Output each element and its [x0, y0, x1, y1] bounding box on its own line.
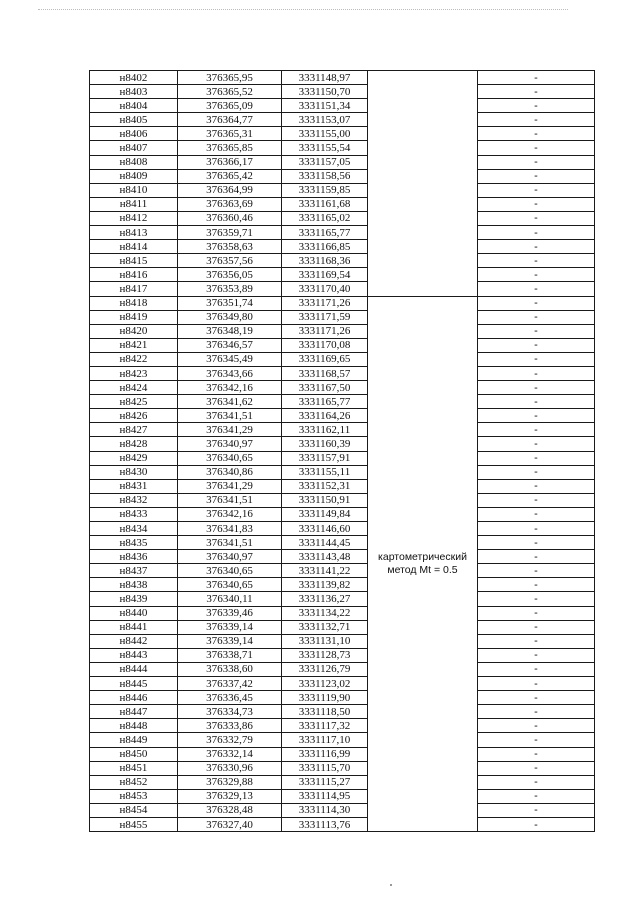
x-coordinate-cell: 376339,14: [178, 634, 282, 648]
point-id-cell: н8447: [90, 705, 178, 719]
table-row: [90, 381, 595, 395]
table-row: [90, 423, 595, 437]
point-id-cell: н8433: [90, 507, 178, 521]
method-cell: картометрический метод Mt = 0.5: [368, 296, 478, 832]
accuracy-cell: -: [478, 437, 595, 451]
x-coordinate-cell: 376339,14: [178, 620, 282, 634]
accuracy-cell: -: [478, 183, 595, 197]
table-row: [90, 254, 595, 268]
accuracy-cell: -: [478, 381, 595, 395]
x-coordinate-cell: 376338,71: [178, 648, 282, 662]
table-row: [90, 183, 595, 197]
accuracy-cell: -: [478, 522, 595, 536]
accuracy-cell: -: [478, 451, 595, 465]
accuracy-cell: -: [478, 493, 595, 507]
y-coordinate-cell: 3331166,85: [282, 240, 368, 254]
y-coordinate-cell: 3331168,36: [282, 254, 368, 268]
x-coordinate-cell: 376365,85: [178, 141, 282, 155]
table-row: [90, 522, 595, 536]
x-coordinate-cell: 376334,73: [178, 705, 282, 719]
y-coordinate-cell: 3331158,56: [282, 169, 368, 183]
accuracy-cell: -: [478, 507, 595, 521]
accuracy-cell: -: [478, 113, 595, 127]
y-coordinate-cell: 3331155,54: [282, 141, 368, 155]
x-coordinate-cell: 376353,89: [178, 282, 282, 296]
x-coordinate-cell: 376329,13: [178, 789, 282, 803]
y-coordinate-cell: 3331148,97: [282, 71, 368, 85]
point-id-cell: н8443: [90, 648, 178, 662]
y-coordinate-cell: 3331155,11: [282, 465, 368, 479]
table-row: [90, 789, 595, 803]
table-row: [90, 648, 595, 662]
coordinates-table: [89, 70, 595, 832]
x-coordinate-cell: 376332,14: [178, 747, 282, 761]
accuracy-cell: -: [478, 85, 595, 99]
table-row: [90, 775, 595, 789]
point-id-cell: н8416: [90, 268, 178, 282]
y-coordinate-cell: 3331167,50: [282, 381, 368, 395]
accuracy-cell: -: [478, 155, 595, 169]
x-coordinate-cell: 376339,46: [178, 606, 282, 620]
accuracy-cell: -: [478, 465, 595, 479]
accuracy-cell: -: [478, 99, 595, 113]
table-row: [90, 141, 595, 155]
point-id-cell: н8421: [90, 338, 178, 352]
x-coordinate-cell: 376340,65: [178, 451, 282, 465]
accuracy-cell: -: [478, 662, 595, 676]
accuracy-cell: -: [478, 240, 595, 254]
x-coordinate-cell: 376351,74: [178, 296, 282, 310]
accuracy-cell: -: [478, 789, 595, 803]
accuracy-cell: -: [478, 197, 595, 211]
x-coordinate-cell: 376364,77: [178, 113, 282, 127]
x-coordinate-cell: 376337,42: [178, 677, 282, 691]
x-coordinate-cell: 376330,96: [178, 761, 282, 775]
accuracy-cell: -: [478, 310, 595, 324]
point-id-cell: н8427: [90, 423, 178, 437]
point-id-cell: н8448: [90, 719, 178, 733]
point-id-cell: н8411: [90, 197, 178, 211]
x-coordinate-cell: 376360,46: [178, 211, 282, 225]
accuracy-cell: -: [478, 423, 595, 437]
accuracy-cell: -: [478, 296, 595, 310]
accuracy-cell: -: [478, 324, 595, 338]
accuracy-cell: -: [478, 141, 595, 155]
accuracy-cell: -: [478, 338, 595, 352]
point-id-cell: н8412: [90, 211, 178, 225]
y-coordinate-cell: 3331123,02: [282, 677, 368, 691]
table-row: [90, 85, 595, 99]
accuracy-cell: -: [478, 226, 595, 240]
table-row: [90, 268, 595, 282]
accuracy-cell: -: [478, 366, 595, 380]
point-id-cell: н8445: [90, 677, 178, 691]
x-coordinate-cell: 376358,63: [178, 240, 282, 254]
point-id-cell: н8444: [90, 662, 178, 676]
point-id-cell: н8422: [90, 352, 178, 366]
y-coordinate-cell: 3331134,22: [282, 606, 368, 620]
table-row: [90, 282, 595, 296]
table-row: [90, 564, 595, 578]
accuracy-cell: -: [478, 592, 595, 606]
x-coordinate-cell: 376341,51: [178, 409, 282, 423]
x-coordinate-cell: 376365,95: [178, 71, 282, 85]
accuracy-cell: -: [478, 564, 595, 578]
table-row: [90, 338, 595, 352]
point-id-cell: н8410: [90, 183, 178, 197]
table-row: [90, 606, 595, 620]
table-row: [90, 395, 595, 409]
x-coordinate-cell: 376340,97: [178, 550, 282, 564]
x-coordinate-cell: 376336,45: [178, 691, 282, 705]
x-coordinate-cell: 376332,79: [178, 733, 282, 747]
accuracy-cell: -: [478, 648, 595, 662]
accuracy-cell: -: [478, 578, 595, 592]
point-id-cell: н8435: [90, 536, 178, 550]
table-row: [90, 705, 595, 719]
y-coordinate-cell: 3331169,54: [282, 268, 368, 282]
point-id-cell: н8451: [90, 761, 178, 775]
y-coordinate-cell: 3331165,77: [282, 226, 368, 240]
scan-speck: [390, 884, 392, 886]
table-row: [90, 634, 595, 648]
point-id-cell: н8424: [90, 381, 178, 395]
accuracy-cell: -: [478, 395, 595, 409]
table-row: [90, 578, 595, 592]
x-coordinate-cell: 376364,99: [178, 183, 282, 197]
accuracy-cell: -: [478, 169, 595, 183]
y-coordinate-cell: 3331165,02: [282, 211, 368, 225]
y-coordinate-cell: 3331114,30: [282, 803, 368, 817]
table-row: [90, 366, 595, 380]
y-coordinate-cell: 3331149,84: [282, 507, 368, 521]
table-row: [90, 409, 595, 423]
table-row: [90, 310, 595, 324]
y-coordinate-cell: 3331146,60: [282, 522, 368, 536]
point-id-cell: н8403: [90, 85, 178, 99]
table-row: [90, 479, 595, 493]
point-id-cell: н8449: [90, 733, 178, 747]
table-row: [90, 691, 595, 705]
x-coordinate-cell: 376340,65: [178, 578, 282, 592]
y-coordinate-cell: 3331171,26: [282, 324, 368, 338]
table-row: [90, 324, 595, 338]
accuracy-cell: -: [478, 620, 595, 634]
method-cell-empty: [368, 71, 478, 297]
accuracy-cell: -: [478, 761, 595, 775]
x-coordinate-cell: 376341,29: [178, 479, 282, 493]
y-coordinate-cell: 3331117,10: [282, 733, 368, 747]
y-coordinate-cell: 3331144,45: [282, 536, 368, 550]
point-id-cell: н8414: [90, 240, 178, 254]
table-row: [90, 817, 595, 831]
y-coordinate-cell: 3331170,08: [282, 338, 368, 352]
table-row: [90, 71, 595, 85]
table-row: [90, 493, 595, 507]
table-row: [90, 197, 595, 211]
table-row: [90, 747, 595, 761]
x-coordinate-cell: 376333,86: [178, 719, 282, 733]
point-id-cell: н8419: [90, 310, 178, 324]
x-coordinate-cell: 376343,66: [178, 366, 282, 380]
point-id-cell: н8417: [90, 282, 178, 296]
table-row: [90, 352, 595, 366]
y-coordinate-cell: 3331161,68: [282, 197, 368, 211]
accuracy-cell: -: [478, 479, 595, 493]
table-row: [90, 296, 595, 310]
point-id-cell: н8418: [90, 296, 178, 310]
accuracy-cell: -: [478, 705, 595, 719]
y-coordinate-cell: 3331132,71: [282, 620, 368, 634]
y-coordinate-cell: 3331143,48: [282, 550, 368, 564]
point-id-cell: н8434: [90, 522, 178, 536]
point-id-cell: н8439: [90, 592, 178, 606]
y-coordinate-cell: 3331150,70: [282, 85, 368, 99]
accuracy-cell: -: [478, 536, 595, 550]
x-coordinate-cell: 376365,42: [178, 169, 282, 183]
table-row: [90, 437, 595, 451]
point-id-cell: н8413: [90, 226, 178, 240]
x-coordinate-cell: 376342,16: [178, 507, 282, 521]
y-coordinate-cell: 3331171,59: [282, 310, 368, 324]
accuracy-cell: -: [478, 268, 595, 282]
x-coordinate-cell: 376346,57: [178, 338, 282, 352]
point-id-cell: н8409: [90, 169, 178, 183]
y-coordinate-cell: 3331169,65: [282, 352, 368, 366]
x-coordinate-cell: 376327,40: [178, 817, 282, 831]
accuracy-cell: -: [478, 211, 595, 225]
table-row: [90, 465, 595, 479]
point-id-cell: н8452: [90, 775, 178, 789]
y-coordinate-cell: 3331115,70: [282, 761, 368, 775]
point-id-cell: н8405: [90, 113, 178, 127]
y-coordinate-cell: 3331118,50: [282, 705, 368, 719]
y-coordinate-cell: 3331159,85: [282, 183, 368, 197]
table-row: [90, 662, 595, 676]
point-id-cell: н8420: [90, 324, 178, 338]
table-row: [90, 226, 595, 240]
point-id-cell: н8402: [90, 71, 178, 85]
table-row: [90, 761, 595, 775]
x-coordinate-cell: 376348,19: [178, 324, 282, 338]
point-id-cell: н8455: [90, 817, 178, 831]
x-coordinate-cell: 376365,52: [178, 85, 282, 99]
x-coordinate-cell: 376340,86: [178, 465, 282, 479]
y-coordinate-cell: 3331139,82: [282, 578, 368, 592]
table-row: [90, 169, 595, 183]
y-coordinate-cell: 3331153,07: [282, 113, 368, 127]
y-coordinate-cell: 3331162,11: [282, 423, 368, 437]
point-id-cell: н8442: [90, 634, 178, 648]
y-coordinate-cell: 3331136,27: [282, 592, 368, 606]
table-row: [90, 155, 595, 169]
table-row: [90, 113, 595, 127]
accuracy-cell: -: [478, 691, 595, 705]
y-coordinate-cell: 3331116,99: [282, 747, 368, 761]
x-coordinate-cell: 376345,49: [178, 352, 282, 366]
table-row: [90, 719, 595, 733]
table-row: [90, 592, 595, 606]
accuracy-cell: -: [478, 409, 595, 423]
point-id-cell: н8425: [90, 395, 178, 409]
y-coordinate-cell: 3331126,79: [282, 662, 368, 676]
point-id-cell: н8423: [90, 366, 178, 380]
y-coordinate-cell: 3331119,90: [282, 691, 368, 705]
y-coordinate-cell: 3331113,76: [282, 817, 368, 831]
y-coordinate-cell: 3331160,39: [282, 437, 368, 451]
accuracy-cell: -: [478, 71, 595, 85]
y-coordinate-cell: 3331157,91: [282, 451, 368, 465]
point-id-cell: н8415: [90, 254, 178, 268]
point-id-cell: н8454: [90, 803, 178, 817]
accuracy-cell: -: [478, 634, 595, 648]
point-id-cell: н8428: [90, 437, 178, 451]
accuracy-cell: -: [478, 606, 595, 620]
accuracy-cell: -: [478, 127, 595, 141]
y-coordinate-cell: 3331150,91: [282, 493, 368, 507]
accuracy-cell: -: [478, 719, 595, 733]
accuracy-cell: -: [478, 803, 595, 817]
x-coordinate-cell: 376329,88: [178, 775, 282, 789]
x-coordinate-cell: 376359,71: [178, 226, 282, 240]
x-coordinate-cell: 376340,65: [178, 564, 282, 578]
table-row: [90, 733, 595, 747]
accuracy-cell: -: [478, 733, 595, 747]
table-row: [90, 620, 595, 634]
x-coordinate-cell: 376341,51: [178, 536, 282, 550]
y-coordinate-cell: 3331128,73: [282, 648, 368, 662]
x-coordinate-cell: 376341,62: [178, 395, 282, 409]
y-coordinate-cell: 3331165,77: [282, 395, 368, 409]
point-id-cell: н8406: [90, 127, 178, 141]
x-coordinate-cell: 376356,05: [178, 268, 282, 282]
point-id-cell: н8408: [90, 155, 178, 169]
accuracy-cell: -: [478, 747, 595, 761]
x-coordinate-cell: 376341,51: [178, 493, 282, 507]
y-coordinate-cell: 3331117,32: [282, 719, 368, 733]
accuracy-cell: -: [478, 254, 595, 268]
point-id-cell: н8407: [90, 141, 178, 155]
point-id-cell: н8404: [90, 99, 178, 113]
table-row: [90, 99, 595, 113]
point-id-cell: н8450: [90, 747, 178, 761]
point-id-cell: н8440: [90, 606, 178, 620]
table-row: [90, 240, 595, 254]
point-id-cell: н8432: [90, 493, 178, 507]
point-id-cell: н8430: [90, 465, 178, 479]
table-row: [90, 803, 595, 817]
accuracy-cell: -: [478, 550, 595, 564]
x-coordinate-cell: 376363,69: [178, 197, 282, 211]
table-row: [90, 211, 595, 225]
table-row: [90, 451, 595, 465]
x-coordinate-cell: 376357,56: [178, 254, 282, 268]
table-row: [90, 677, 595, 691]
accuracy-cell: -: [478, 352, 595, 366]
table-row: [90, 550, 595, 564]
y-coordinate-cell: 3331131,10: [282, 634, 368, 648]
point-id-cell: н8446: [90, 691, 178, 705]
y-coordinate-cell: 3331114,95: [282, 789, 368, 803]
x-coordinate-cell: 376341,83: [178, 522, 282, 536]
x-coordinate-cell: 376338,60: [178, 662, 282, 676]
y-coordinate-cell: 3331141,22: [282, 564, 368, 578]
header-scan-line: [38, 9, 568, 12]
table-row: [90, 536, 595, 550]
accuracy-cell: -: [478, 817, 595, 831]
x-coordinate-cell: 376366,17: [178, 155, 282, 169]
point-id-cell: н8441: [90, 620, 178, 634]
accuracy-cell: -: [478, 775, 595, 789]
coordinates-table-container: [89, 70, 595, 832]
point-id-cell: н8436: [90, 550, 178, 564]
x-coordinate-cell: 376328,48: [178, 803, 282, 817]
point-id-cell: н8429: [90, 451, 178, 465]
accuracy-cell: -: [478, 677, 595, 691]
y-coordinate-cell: 3331170,40: [282, 282, 368, 296]
x-coordinate-cell: 376340,97: [178, 437, 282, 451]
x-coordinate-cell: 376365,09: [178, 99, 282, 113]
accuracy-cell: -: [478, 282, 595, 296]
y-coordinate-cell: 3331164,26: [282, 409, 368, 423]
coordinates-table-body: [90, 71, 595, 832]
table-row: [90, 127, 595, 141]
y-coordinate-cell: 3331155,00: [282, 127, 368, 141]
y-coordinate-cell: 3331152,31: [282, 479, 368, 493]
point-id-cell: н8437: [90, 564, 178, 578]
x-coordinate-cell: 376349,80: [178, 310, 282, 324]
x-coordinate-cell: 376365,31: [178, 127, 282, 141]
point-id-cell: н8431: [90, 479, 178, 493]
point-id-cell: н8426: [90, 409, 178, 423]
y-coordinate-cell: 3331151,34: [282, 99, 368, 113]
x-coordinate-cell: 376341,29: [178, 423, 282, 437]
x-coordinate-cell: 376342,16: [178, 381, 282, 395]
y-coordinate-cell: 3331171,26: [282, 296, 368, 310]
point-id-cell: н8438: [90, 578, 178, 592]
point-id-cell: н8453: [90, 789, 178, 803]
y-coordinate-cell: 3331157,05: [282, 155, 368, 169]
y-coordinate-cell: 3331115,27: [282, 775, 368, 789]
x-coordinate-cell: 376340,11: [178, 592, 282, 606]
y-coordinate-cell: 3331168,57: [282, 366, 368, 380]
table-row: [90, 507, 595, 521]
